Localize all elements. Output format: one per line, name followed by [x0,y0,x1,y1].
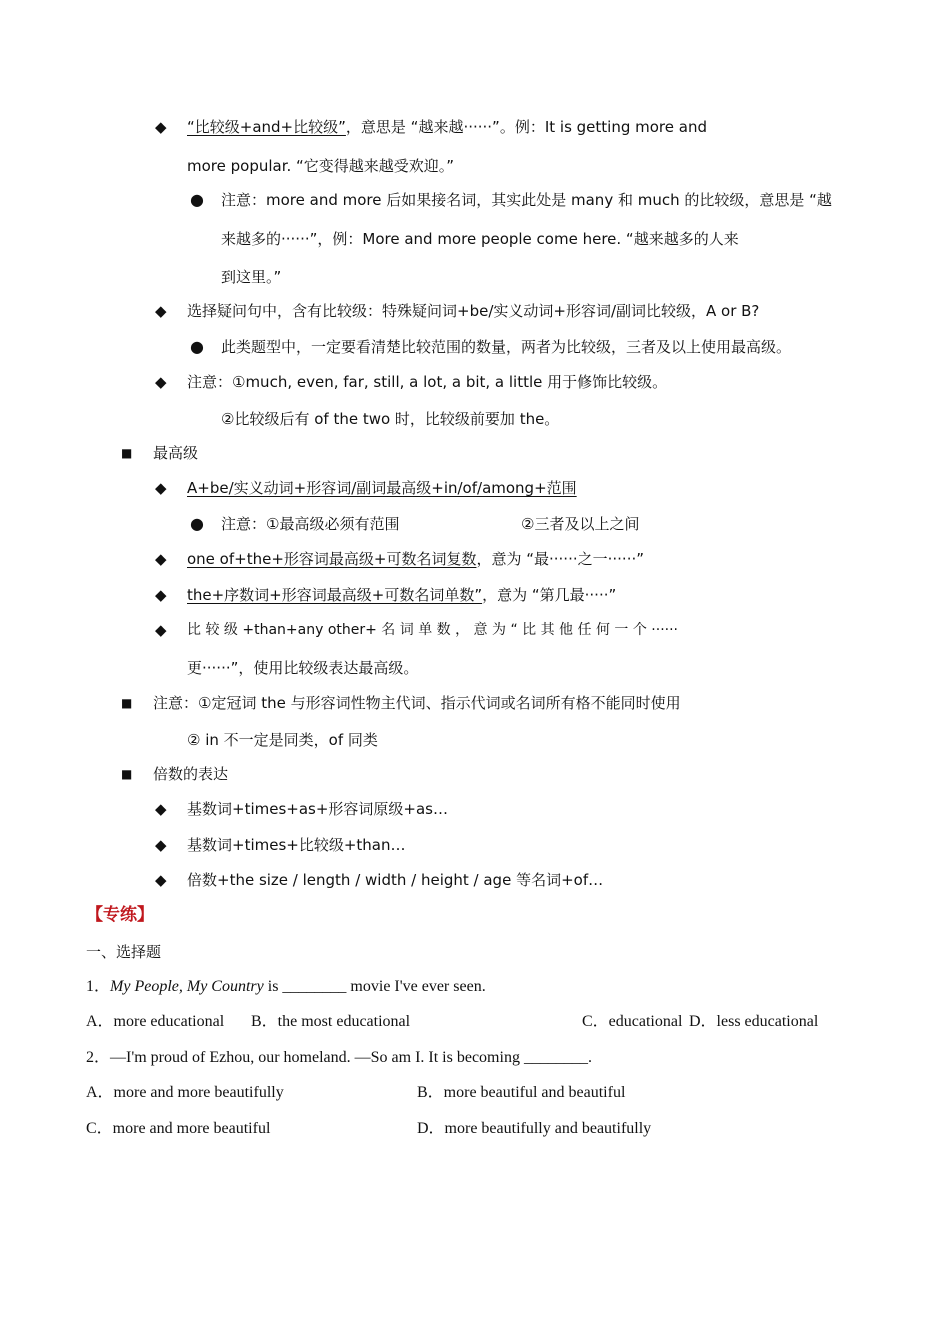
question-stem: is ________ movie I've ever seen. [263,978,486,995]
pattern-text: the+序数词+形容词最高级+可数名词单数” [187,586,483,604]
than-any-other-text: 比 较 级 +than+any other+ 名 词 单 数 ， 意 为 “ 比 其 他 任 何 一 个 ······ [187,622,678,638]
note-text-b: ②三者及以上之间 [521,515,640,533]
superlative-pattern: A+be/实义动词+形容词/副词最高级+in/of/among+范围 [187,479,577,497]
q1-option-a[interactable]: A．more educational [86,1013,225,1030]
diamond-bullet-icon: ◆ [155,586,167,604]
q2-option-b[interactable]: B．more beautiful and beautiful [417,1084,626,1101]
meaning-text: ，意为 “最······之一······” [476,550,644,568]
q1-option-b[interactable]: B．the most educational [251,1013,411,1030]
question-number: 2． [86,1049,111,1066]
meaning-text: ，意思是 “越来越······”。例：It is getting more and [345,118,707,136]
question-stem: —I'm proud of Ezhou, our homeland. —So am I. It is becoming ________. [110,1049,592,1066]
diamond-bullet-icon: ◆ [155,836,167,854]
comparative-and-comparative-line [187,117,707,137]
diamond-bullet-icon: ◆ [155,373,167,391]
q1-option-c[interactable]: C．educational [582,1013,683,1030]
meaning-text: ，意为 “第几最·····” [482,586,617,604]
superlative-heading: 最高级 [153,444,199,462]
question-1 [86,977,486,997]
circle-bullet-icon: ● [190,337,204,356]
section-title: 一、选择题 [86,943,162,961]
diamond-bullet-icon: ◆ [155,800,167,818]
example-text: more popular. “它变得越来越受欢迎。” [187,157,455,175]
one-of-pattern-line [187,549,644,569]
choice-question-text: 选择疑问句中，含有比较级：特殊疑问词+be/实义动词+形容词/副词比较级，A or B? [187,302,760,320]
note-text: 此类题型中，一定要看清楚比较范围的数量，两者为比较级，三者及以上使用最高级。 [221,338,792,356]
ordinal-pattern-line [187,585,616,605]
diamond-bullet-icon: ◆ [155,621,167,639]
pattern-text: one of+the+形容词最高级+可数名词复数 [187,550,477,568]
multiple-pattern-3: 倍数+the size / length / width / height / age 等名词+of… [187,871,604,889]
square-bullet-icon: ■ [121,696,133,710]
circle-bullet-icon: ● [190,190,204,209]
diamond-bullet-icon: ◆ [155,550,167,568]
square-bullet-icon: ■ [121,446,133,460]
square-bullet-icon: ■ [121,767,133,781]
q2-option-a[interactable]: A．more and more beautifully [86,1084,284,1101]
movie-title: My People, My Country [110,978,264,995]
note-text-cont: 到这里。” [221,268,282,286]
modifier-note-cont: ②比较级后有 of the two 时，比较级前要加 the。 [221,410,560,428]
question-number: 1． [86,978,111,995]
q2-option-c[interactable]: C．more and more beautiful [86,1120,271,1137]
note-text: 注意：①最高级必须有范围 [221,515,400,533]
multiple-pattern-1: 基数词+times+as+形容词原级+as… [187,800,448,818]
multiple-pattern-2: 基数词+times+比较级+than… [187,836,406,854]
modifier-note-text: 注意：①much, even, far, still, a lot, a bit, a little 用于修饰比较级。 [187,373,668,391]
article-note-text: 注意：①定冠词 the 与形容词性物主代词、指示代词或名词所有格不能同时使用 [153,694,681,712]
diamond-bullet-icon: ◆ [155,118,167,136]
note-text: 注意：more and more 后如果接名词，其实此处是 many 和 much 的比较级，意思是 “越 [221,191,832,209]
than-any-other-cont: 更······”，使用比较级表达最高级。 [187,659,419,677]
exercise-heading: 【专练】 [86,905,154,925]
diamond-bullet-icon: ◆ [155,302,167,320]
question-2 [86,1048,592,1068]
note-text-cont: 来越多的······”，例：More and more people come here. “越来越多的人来 [221,230,739,248]
circle-bullet-icon: ● [190,514,204,533]
q2-option-d[interactable]: D．more beautifully and beautifully [417,1120,652,1137]
diamond-bullet-icon: ◆ [155,871,167,889]
multiple-heading: 倍数的表达 [153,765,229,783]
q1-option-d[interactable]: D．less educational [689,1013,819,1030]
pattern-text: “比较级+and+比较级” [187,118,346,136]
diamond-bullet-icon: ◆ [155,479,167,497]
article-note-cont: ② in 不一定是同类，of 同类 [187,731,378,749]
